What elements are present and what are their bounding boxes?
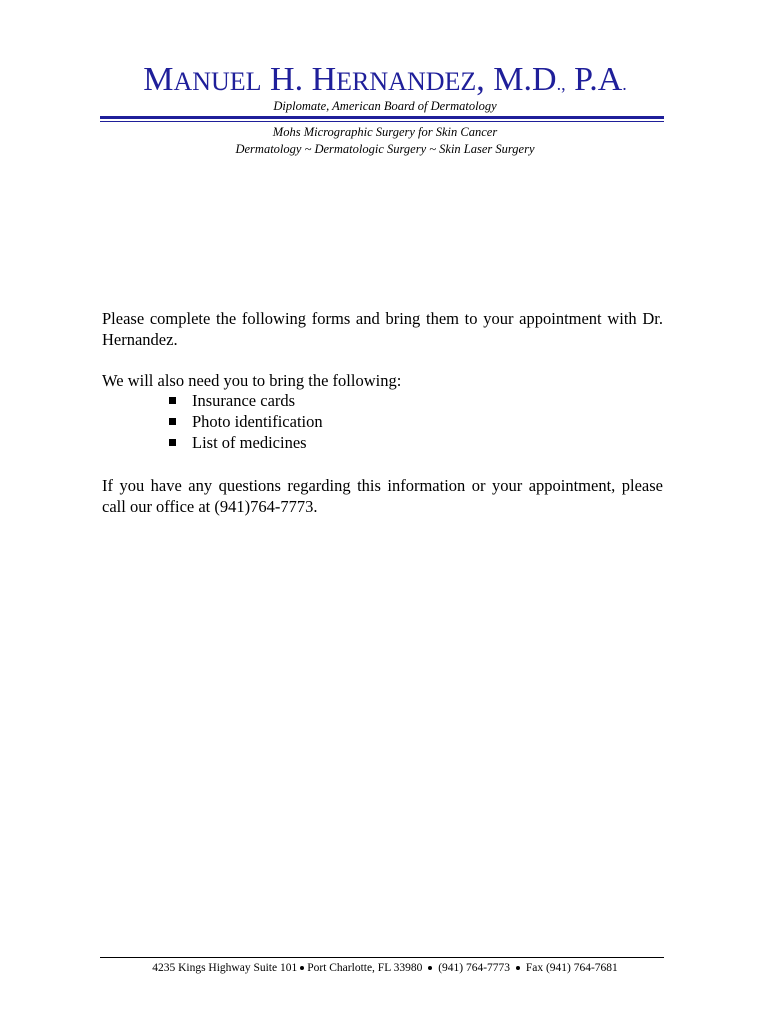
bring-items-list [168,390,323,453]
bullet-square-icon [169,418,176,425]
paragraph-bring-list-intro: We will also need you to bring the following: [102,371,402,390]
bullet-square-icon [169,397,176,404]
name-last-initial: H [311,61,337,98]
paragraph-questions: If you have any questions regarding this information or your appointment, please call our office at (941)764-7773. [102,476,663,516]
name-first-rest: ANUEL [173,67,262,96]
specialty-line-2: Dermatology ~ Dermatologic Surgery ~ Skin Laser Surgery [235,142,535,156]
diplomate-line: Diplomate, American Board of Dermatology [273,99,497,113]
list-item [168,432,323,453]
list-item-label: Photo identification [192,412,323,431]
name-pa: P.A [574,61,623,98]
bullet-dot-icon [428,966,432,970]
name-initial: M [143,61,174,98]
paragraph-forms: Please complete the following forms and bring them to your appointment with Dr. Hernandez. [102,309,663,349]
bullet-square-icon [169,439,176,446]
list-item [168,390,323,411]
name-comma: , [476,61,485,98]
name-last-rest: ERNANDEZ [336,67,477,96]
footer-address: 4235 Kings Highway Suite 101 [152,962,298,974]
footer-rule [100,957,664,958]
specialty-line-1: Mohs Micrographic Surgery for Skin Cancer [272,125,498,139]
footer-city: Port Charlotte, FL 33980 [307,962,423,974]
bullet-dot-icon [300,966,304,970]
footer-address-line [0,962,770,974]
name-md: M.D [493,61,557,98]
list-item [168,411,323,432]
letterhead-rule-thin [100,121,664,122]
name-pa-dot: . [622,74,627,94]
footer-phone: (941) 764-7773 [438,962,511,974]
name-middle-initial: H. [270,61,304,98]
name-md-dot: ., [556,74,566,94]
list-item-label: Insurance cards [192,391,296,410]
footer-fax: Fax (941) 764-7681 [525,962,618,974]
letterhead-rule-thick [100,116,664,119]
bullet-dot-icon [516,966,520,970]
list-item-label: List of medicines [192,433,307,452]
